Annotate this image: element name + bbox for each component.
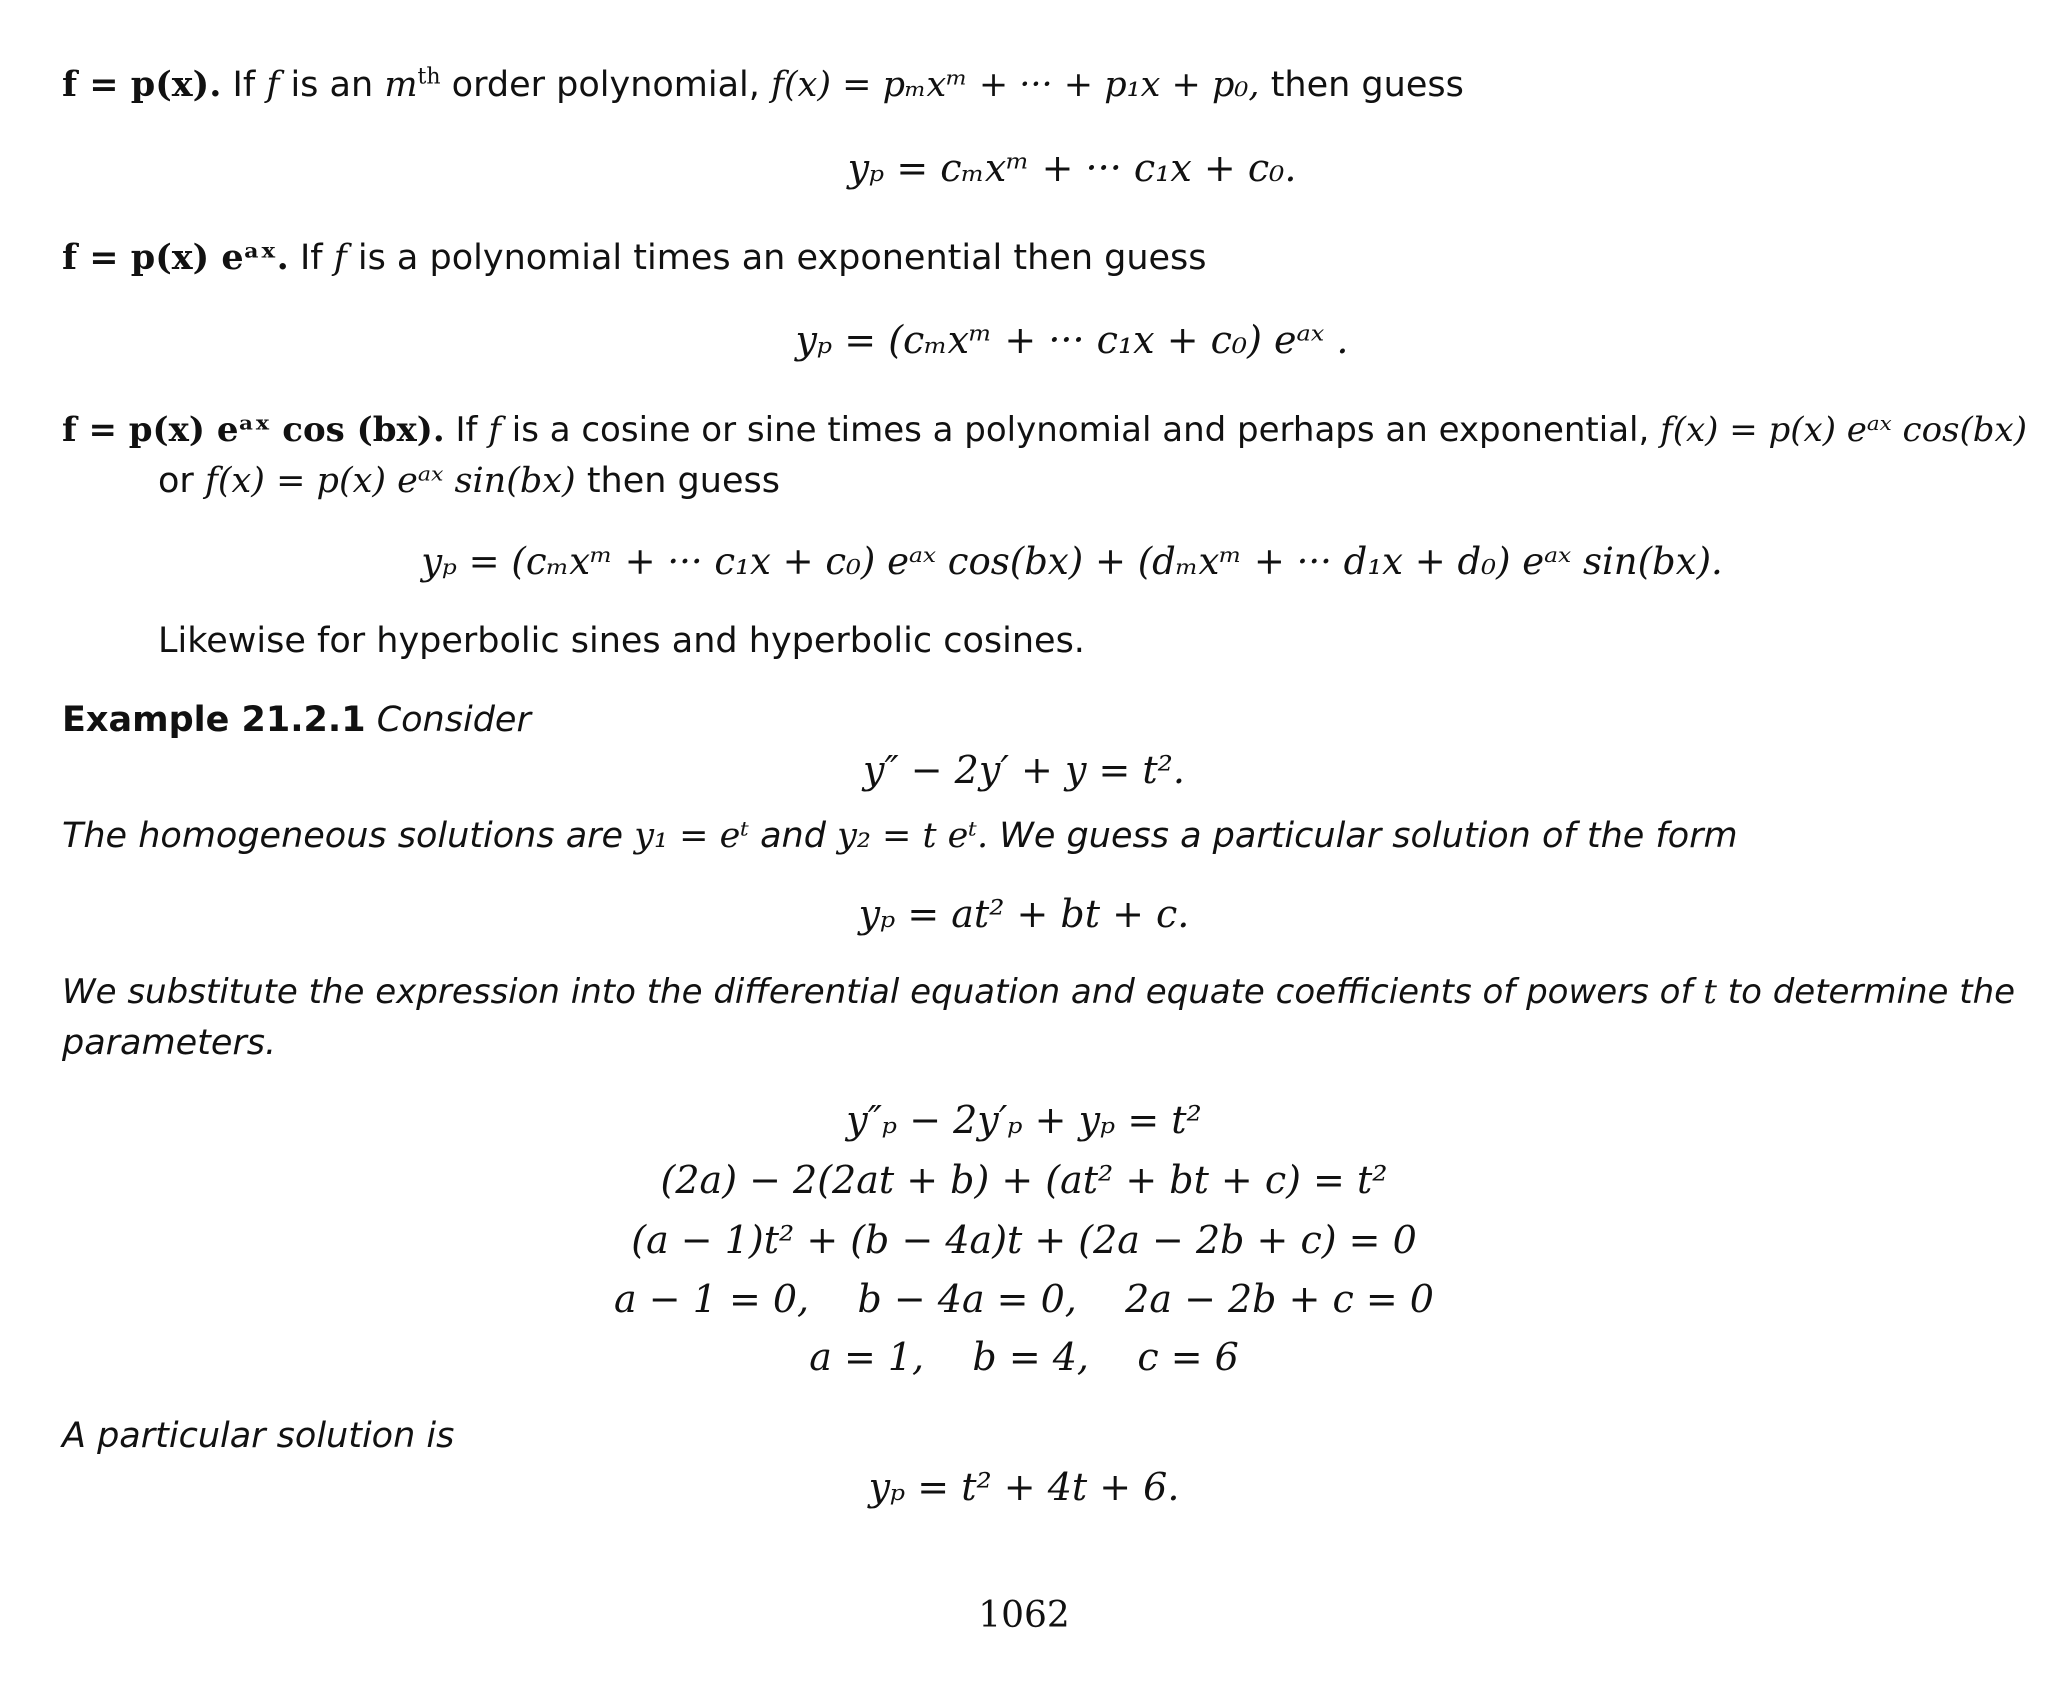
math-f: f <box>333 238 347 278</box>
example-label: Example 21.2.1 <box>62 700 366 740</box>
example-consider: Consider <box>376 700 531 740</box>
rule-heading: f = p(x) eᵃˣ. <box>62 237 289 278</box>
text: If <box>299 238 323 278</box>
rule-poly-exp <box>62 237 1207 279</box>
text: and <box>760 816 826 856</box>
equation-ode: y″ − 2y′ + y = t². <box>863 748 1185 792</box>
rule-poly-exp-trig <box>62 410 2027 451</box>
page-number: 1062 <box>978 1595 1070 1636</box>
substitute-line-1 <box>62 972 2015 1013</box>
text: The homogeneous solutions are <box>62 816 624 856</box>
math-f: f <box>488 410 501 450</box>
math-f: f <box>266 65 280 105</box>
text: then guess <box>586 461 780 501</box>
particular-text: A particular solution is <box>62 1416 455 1456</box>
text: or <box>158 461 194 501</box>
text: to determine the <box>1727 972 2016 1012</box>
example-header <box>62 699 531 741</box>
text: is a cosine or sine times a polynomial and perhaps an exponential, <box>511 410 1650 450</box>
homogeneous-line <box>62 815 1738 857</box>
equation-trig-guess: yₚ = (cₘxᵐ + ··· c₁x + c₀) eᵃˣ cos(bx) + (dₘxᵐ + ··· d₁x + d₀) eᵃˣ sin(bx). <box>421 540 1723 583</box>
note-hyperbolic: Likewise for hyperbolic sines and hyperbolic cosines. <box>158 621 1085 661</box>
step-5: a = 1, b = 4, c = 6 <box>809 1335 1239 1379</box>
rule-polynomial <box>62 64 1464 106</box>
math-y1: y₁ = eᵗ <box>634 816 749 856</box>
math-fx-sin: f(x) = p(x) eᵃˣ sin(bx) <box>204 461 576 501</box>
text: We guess a particular solution of the form <box>999 816 1738 856</box>
text: then guess <box>1270 65 1464 105</box>
math-y2: y₂ = t eᵗ. <box>837 816 989 856</box>
text: is a polynomial times an exponential then guess <box>357 238 1207 278</box>
equation-poly-exp-guess: yₚ = (cₘxᵐ + ··· c₁x + c₀) eᵃˣ . <box>795 318 1349 362</box>
equation-guess-form: yₚ = at² + bt + c. <box>858 892 1190 936</box>
step-2: (2a) − 2(2at + b) + (at² + bt + c) = t² <box>660 1158 1388 1202</box>
text: We substitute the expression into the differential equation and equate coefficients of powers of <box>62 972 1693 1012</box>
math-fx: f(x) = pₘxᵐ + ··· + p₁x + p₀, <box>771 65 1260 105</box>
superscript-th: th <box>417 64 441 90</box>
step-1: y″ₚ − 2y′ₚ + yₚ = t² <box>846 1098 1202 1142</box>
text: order polynomial, <box>451 65 760 105</box>
substitute-line-2: parameters. <box>62 1023 277 1063</box>
step-3: (a − 1)t² + (b − 4a)t + (2a − 2b + c) = 0 <box>631 1218 1417 1262</box>
math-t: t <box>1703 972 1717 1012</box>
equation-particular: yₚ = t² + 4t + 6. <box>868 1465 1180 1509</box>
rule-heading: f = p(x). <box>62 64 222 105</box>
text: If <box>232 65 256 105</box>
step-4: a − 1 = 0, b − 4a = 0, 2a − 2b + c = 0 <box>614 1277 1434 1321</box>
equation-poly-guess: yₚ = cₘxᵐ + ··· c₁x + c₀. <box>847 146 1297 190</box>
math-fx-cos: f(x) = p(x) eᵃˣ cos(bx) <box>1660 410 2027 450</box>
math-m: m <box>384 65 418 105</box>
text: If <box>455 410 478 450</box>
text: is an <box>290 65 374 105</box>
rule-heading: f = p(x) eᵃˣ cos (bx). <box>62 410 445 450</box>
rule-poly-exp-trig-cont <box>158 460 780 502</box>
